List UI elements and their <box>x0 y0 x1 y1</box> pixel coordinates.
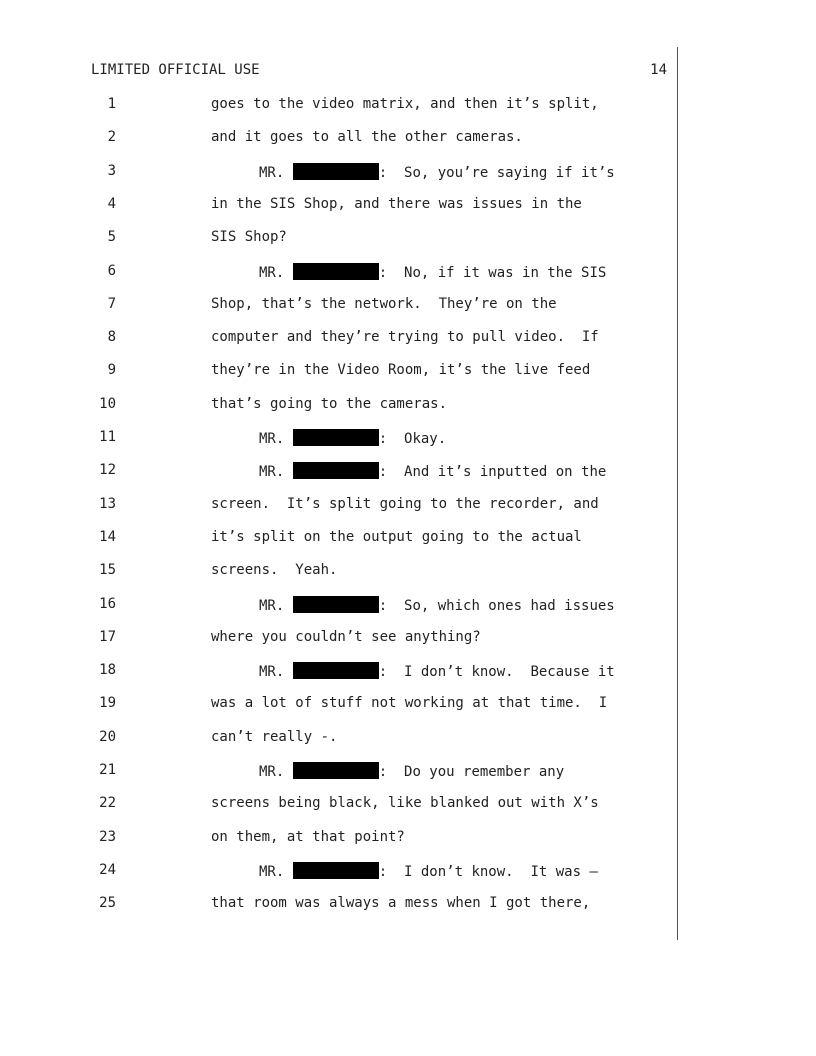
line-number: 7 <box>107 295 116 312</box>
line-number: 1 <box>107 96 116 112</box>
redacted-name <box>293 762 379 779</box>
speaker-line <box>259 429 446 447</box>
line-text: that’s going to the cameras. <box>211 395 448 412</box>
speaker-prefix: MR. <box>259 164 285 181</box>
line-text: and it goes to all the other cameras. <box>211 129 523 146</box>
spoken-text: : No, if it was in the SIS <box>378 264 607 281</box>
page-number: 14 <box>650 62 667 78</box>
transcript-line <box>0 862 816 882</box>
line-number: 23 <box>99 828 116 845</box>
line-number: 2 <box>107 129 116 146</box>
line-text: screen. It’s split going to the recorder, and <box>211 495 599 512</box>
transcript-line <box>0 229 816 249</box>
transcript-line <box>0 329 816 349</box>
line-number: 11 <box>99 429 116 445</box>
transcript-line <box>0 496 816 516</box>
transcript-line <box>0 129 816 149</box>
line-text: screens. Yeah. <box>211 562 338 579</box>
spoken-text: : Do you remember any <box>378 764 565 780</box>
line-number: 5 <box>107 229 116 246</box>
speaker-prefix: MR. <box>259 464 285 481</box>
speaker-prefix: MR. <box>259 863 285 880</box>
speaker-prefix: MR. <box>259 664 285 681</box>
speaker-line <box>259 862 598 880</box>
transcript-line <box>0 596 816 616</box>
line-text: that room was always a mess when I got there, <box>211 895 591 912</box>
line-number: 25 <box>99 895 116 912</box>
transcript-line <box>0 829 816 849</box>
spoken-text: : So, you’re saying if it’s <box>378 164 615 181</box>
redacted-name <box>293 263 379 280</box>
transcript-line <box>0 795 816 815</box>
line-text: SIS Shop? <box>211 229 287 246</box>
line-number: 22 <box>99 795 116 812</box>
transcript-line <box>0 695 816 715</box>
transcript-line <box>0 362 816 382</box>
line-number: 9 <box>107 362 116 379</box>
line-number: 20 <box>99 728 116 745</box>
transcript-line <box>0 296 816 316</box>
transcript-line <box>0 529 816 549</box>
speaker-prefix: MR. <box>259 764 285 780</box>
transcript-line <box>0 429 816 449</box>
redacted-name <box>293 462 379 479</box>
speaker-prefix: MR. <box>259 597 285 614</box>
line-number: 10 <box>99 395 116 412</box>
spoken-text: : I don’t know. Because it <box>378 664 615 681</box>
transcript-line <box>0 729 816 749</box>
transcript-line <box>0 263 816 283</box>
transcript-line <box>0 562 816 582</box>
speaker-line <box>259 163 615 181</box>
spoken-text: : And it’s inputted on the <box>378 464 607 481</box>
spoken-text: : Okay. <box>378 431 447 447</box>
line-number: 16 <box>99 595 116 612</box>
transcript-line <box>0 462 816 482</box>
speaker-line <box>259 596 615 614</box>
line-number: 18 <box>99 662 116 679</box>
classification-header: LIMITED OFFICIAL USE <box>91 62 260 78</box>
line-number: 6 <box>107 262 116 279</box>
redacted-name <box>293 862 379 879</box>
line-text: it’s split on the output going to the actual <box>211 528 582 545</box>
line-text: screens being black, like blanked out with X’s <box>211 795 599 812</box>
transcript-line <box>0 629 816 649</box>
line-text: computer and they’re trying to pull video. If <box>211 329 599 346</box>
transcript-line <box>0 196 816 216</box>
speaker-line <box>259 762 564 780</box>
line-text: Shop, that’s the network. They’re on the <box>211 295 557 312</box>
speaker-prefix: MR. <box>259 264 285 281</box>
line-number: 4 <box>107 195 116 212</box>
transcript-line <box>0 762 816 782</box>
speaker-prefix: MR. <box>259 431 285 447</box>
line-number: 17 <box>99 628 116 645</box>
line-number: 13 <box>99 495 116 512</box>
line-number: 19 <box>99 695 116 712</box>
line-number: 15 <box>99 562 116 579</box>
transcript-line <box>0 895 816 915</box>
redacted-name <box>293 662 379 679</box>
line-text: goes to the video matrix, and then it’s split, <box>211 96 599 112</box>
redacted-name <box>293 596 379 613</box>
line-text: on them, at that point? <box>211 828 405 845</box>
line-text: was a lot of stuff not working at that time. I <box>211 695 608 712</box>
line-text: in the SIS Shop, and there was issues in the <box>211 195 582 212</box>
line-number: 24 <box>99 861 116 878</box>
line-number: 12 <box>99 462 116 479</box>
spoken-text: : So, which ones had issues <box>378 597 615 614</box>
transcript-line <box>0 396 816 416</box>
line-number: 8 <box>107 329 116 346</box>
speaker-line <box>259 662 615 680</box>
redacted-name <box>293 429 379 446</box>
spoken-text: : I don’t know. It was – <box>378 863 598 880</box>
line-number: 21 <box>99 762 116 778</box>
line-number: 3 <box>107 162 116 179</box>
transcript-line <box>0 662 816 682</box>
transcript-line <box>0 96 816 116</box>
line-text: they’re in the Video Room, it’s the live feed <box>211 362 591 379</box>
speaker-line <box>259 462 606 480</box>
redacted-name <box>293 163 379 180</box>
line-text: can’t really -. <box>211 728 338 745</box>
line-number: 14 <box>99 528 116 545</box>
transcript-line <box>0 163 816 183</box>
speaker-line <box>259 263 606 281</box>
line-text: where you couldn’t see anything? <box>211 628 481 645</box>
